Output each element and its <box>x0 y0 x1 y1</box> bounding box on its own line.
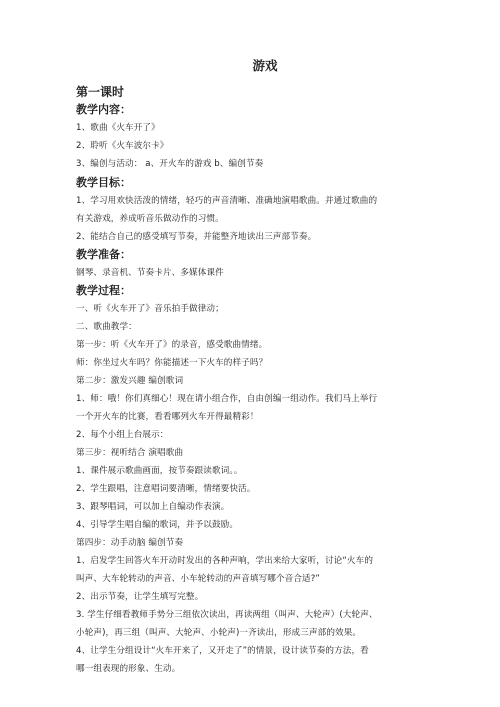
process-line: 第三步：视听结合 演唱歌曲 <box>76 448 184 459</box>
process-line: 叫声、大车轮转动的声音、小车轮转动的声音填写哪个音合适?” <box>76 574 320 585</box>
lesson-heading: 第一课时 <box>76 85 125 99</box>
content-heading: 教学内容： <box>76 103 131 116</box>
process-line: 3. 学生仔细看教师手势分三组依次读出，再读两组（叫声、大轮声）(大轮声、 <box>76 610 378 621</box>
process-line: 第四步：动手动脑 编创节奏 <box>76 538 184 549</box>
process-line: 2、出示节奏，让学生填写完整。 <box>76 592 204 603</box>
process-line: 2、每个小组上台展示： <box>76 430 169 441</box>
process-line: 4、引导学生唱自编的歌词，并予以鼓励。 <box>76 520 239 531</box>
process-line: 小轮声)，再三组（叫声、大轮声、小轮声)一齐读出，形成三声部的效果。 <box>76 628 362 639</box>
process-line: 1、启发学生回答火车开动时发出的各种声响，学出来给大家听，讨论“火车的 <box>76 556 374 567</box>
goals-heading: 教学目标： <box>76 175 131 189</box>
content-line: 3、编创与活动： a、开火车的游戏 b、编创节奏 <box>76 159 264 170</box>
process-line: 第一步：听《火车开了》的录音，感受歌曲情绪。 <box>76 340 268 351</box>
process-line: 哪一组表现的形象、生动。 <box>76 664 181 675</box>
goals-line: 有关游戏，养成听音乐做动作的习惯。 <box>76 213 224 224</box>
prep-heading: 教学准备： <box>76 248 131 262</box>
process-line: 第二步：激发兴趣 编创歌词 <box>76 376 184 387</box>
process-line: 4、让学生分组设计“火车开来了，又开走了”的情景，设计读节奏的方法，看 <box>76 646 369 657</box>
prep-line: 钢琴、录音机、节奏卡片、多媒体课件 <box>76 268 224 279</box>
process-line: 2、学生跟唱，注意唱词要清晰，情绪要快活。 <box>76 484 256 495</box>
process-heading: 教学过程： <box>76 284 131 298</box>
process-line: 一、听《火车开了》音乐拍手做律动； <box>76 304 224 315</box>
goals-line: 2、能结合自己的感受填写节奏，并能整齐地读出三声部节奏。 <box>76 232 317 243</box>
document-title: 游戏 <box>252 58 278 73</box>
process-line: 3、跟琴唱词，可以加上自编动作表演。 <box>76 502 230 513</box>
content-line: 1、歌曲《火车开了》 <box>76 123 160 133</box>
process-line: 师：你坐过火车吗？你能描述一下火车的样子吗？ <box>76 358 268 369</box>
process-line: 1、课件展示歌曲画面，按节奏跟读歌词。。 <box>76 466 243 477</box>
content-line: 2、聆听《火车波尔卡》 <box>76 141 169 152</box>
process-line: 二、歌曲教学： <box>76 322 137 333</box>
process-line: 1、师：哦！你们真细心！现在请小组合作，自由创编一组动作。我们马上举行 <box>76 394 378 405</box>
process-line: 一个开火车的比赛，看看哪列火车开得最精彩！ <box>76 412 259 423</box>
goals-line: 1、学习用欢快活泼的情绪，轻巧的声音清晰、准确地演唱歌曲。并通过歌曲的 <box>76 195 378 206</box>
